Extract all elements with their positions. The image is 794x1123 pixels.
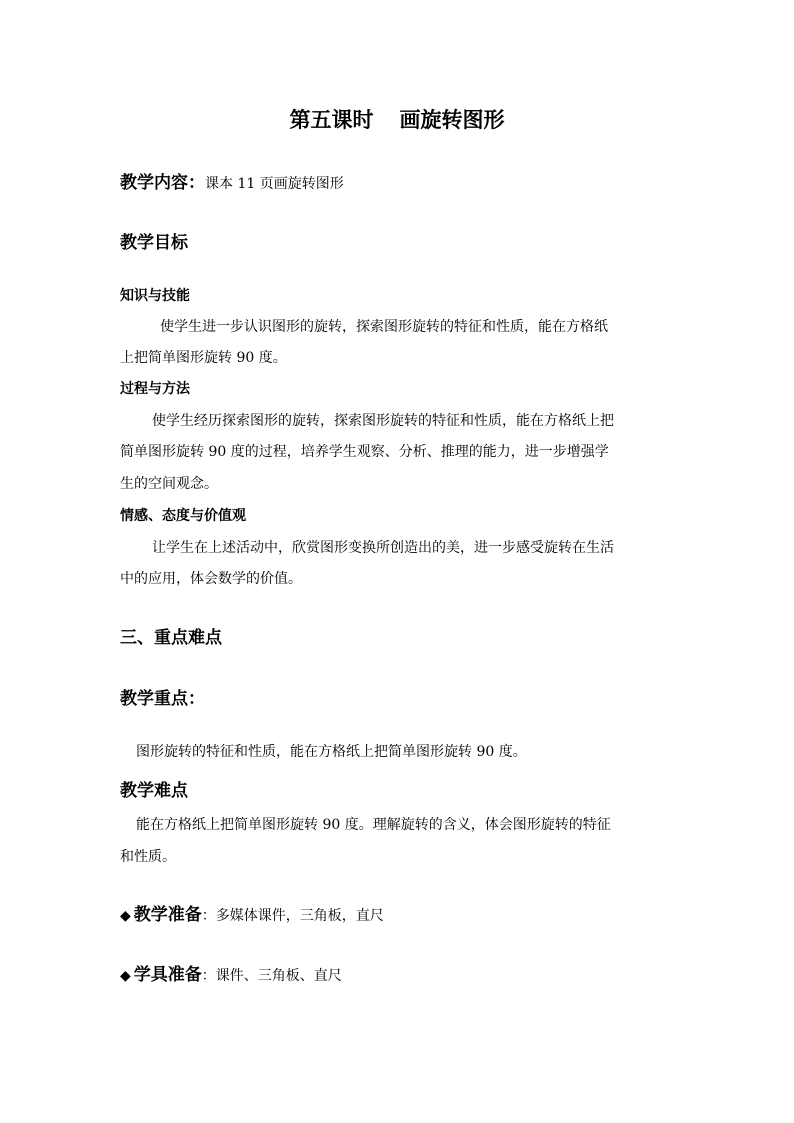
teacher-prep-label: 教学准备 bbox=[133, 905, 202, 925]
teaching-content-label: 教学内容： bbox=[120, 173, 205, 193]
focus-line-1: 图形旋转的特征和性质，能在方格纸上把简单图形旋转 90 度。 bbox=[136, 744, 527, 760]
student-prep bbox=[120, 960, 342, 985]
emotion-line-1: 让学生在上述活动中，欣赏图形变换所创造出的美，进一步感受旋转在生活 bbox=[152, 540, 614, 556]
emotion-line-2: 中的应用，体会数学的价值。 bbox=[120, 571, 302, 587]
teacher-prep-value: 多媒体课件，三角板，直尺 bbox=[215, 908, 384, 924]
student-prep-label: 学具准备 bbox=[133, 965, 202, 985]
process-line-2: 简单图形旋转 90 度的过程，培养学生观察、分析、推理的能力，进一步增强学 bbox=[120, 444, 609, 460]
knowledge-line-2: 上把简单图形旋转 90 度。 bbox=[120, 350, 287, 366]
keypoints-heading: 三、重点难点 bbox=[120, 628, 222, 648]
difficulty-line-2: 和性质。 bbox=[120, 849, 176, 865]
knowledge-heading: 知识与技能 bbox=[120, 288, 190, 304]
student-prep-value: 课件、三角板、直尺 bbox=[215, 968, 342, 984]
title-topic: 画旋转图形 bbox=[399, 107, 505, 132]
student-prep-colon: ： bbox=[201, 968, 216, 984]
knowledge-line-1: 使学生进一步认识图形的旋转，探索图形旋转的特征和性质，能在方格纸 bbox=[160, 319, 608, 335]
page-title bbox=[0, 104, 794, 134]
process-line-1: 使学生经历探索图形的旋转，探索图形旋转的特征和性质，能在方格纸上把 bbox=[152, 413, 614, 429]
teaching-content-value: 课本 11 页画旋转图形 bbox=[205, 176, 344, 192]
diamond-bullet-icon: ◆ bbox=[120, 968, 131, 984]
diamond-bullet-icon: ◆ bbox=[120, 908, 131, 924]
title-lesson: 第五课时 bbox=[289, 107, 374, 132]
teacher-prep-colon: ： bbox=[201, 908, 216, 924]
difficulty-line-1: 能在方格纸上把简单图形旋转 90 度。理解旋转的含义，体会图形旋转的特征 bbox=[136, 817, 611, 833]
focus-heading: 教学重点： bbox=[120, 689, 205, 709]
objectives-heading: 教学目标 bbox=[120, 233, 188, 253]
process-heading: 过程与方法 bbox=[120, 381, 190, 397]
difficulty-heading: 教学难点 bbox=[120, 781, 188, 801]
teaching-content bbox=[120, 168, 344, 193]
emotion-heading: 情感、态度与价值观 bbox=[120, 508, 246, 524]
teacher-prep bbox=[120, 900, 384, 925]
process-line-3: 生的空间观念。 bbox=[120, 476, 218, 492]
